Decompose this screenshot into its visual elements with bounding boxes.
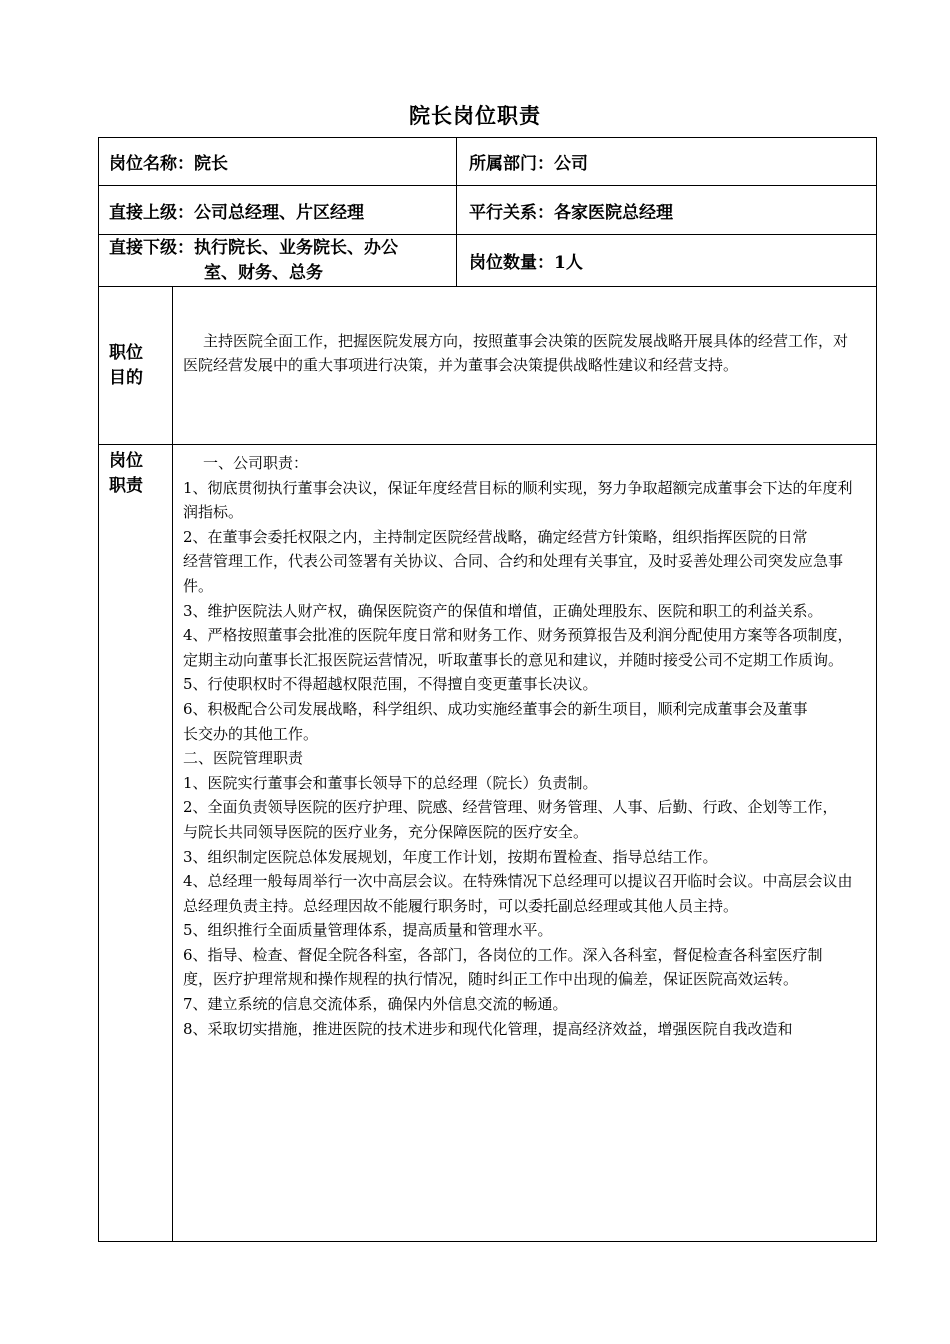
headcount-cell: 岗位数量：1人 xyxy=(457,235,877,287)
duty-line: 6、积极配合公司发展战略，科学组织、成功实施经董事会的新生项目，顺利完成董事会及董事 xyxy=(183,699,808,718)
subordinate-line1: 直接下级：执行院长、业务院长、办公 xyxy=(109,237,398,258)
purpose-text: 主持医院全面工作，把握医院发展方向，按照董事会决策的医院发展战略开展具体的经营工作，对医院经营发展中的重大事项进行决策，并为董事会决策提供战略性建议和经营支持。 xyxy=(183,332,849,374)
duty-line: 度，医疗护理常规和操作规程的执行情况，随时纠正工作中出现的偏差，保证医院高效运转。 xyxy=(183,970,799,989)
duty-line: 2、在董事会委托权限之内，主持制定医院经营战略，确定经营方针策略，组织指挥医院的日常 xyxy=(183,527,808,546)
duty-line: 与院长共同领导医院的医疗业务，充分保障医院的医疗安全。 xyxy=(183,822,589,841)
duty-line: 6、指导、检查、督促全院各科室，各部门，各岗位的工作。深入各科室，督促检查各科室医疗制 xyxy=(183,945,823,964)
duty-line: 1、彻底贯彻执行董事会决议，保证年度经营目标的顺利实现，努力争取超额完成董事会下达的年度利润指标。 xyxy=(183,478,853,522)
duty-line: 一、公司职责： xyxy=(203,454,309,472)
job-description-table xyxy=(98,137,877,1242)
row-purpose xyxy=(99,287,877,445)
duty-line: 长交办的其他工作。 xyxy=(183,724,319,743)
purpose-text-cell xyxy=(173,287,877,445)
parallel-cell: 平行关系：各家医院总经理 xyxy=(457,186,877,235)
purpose-label: 职位 目的 xyxy=(99,287,173,445)
row-position-name xyxy=(99,138,877,186)
subordinate-line2: 室、财务、总务 xyxy=(204,262,323,283)
duty-line: 5、组织推行全面质量管理体系，提高质量和管理水平。 xyxy=(183,921,553,940)
duty-line: 4、严格按照董事会批准的医院年度日常和财务工作、财务预算报告及利润分配使用方案等各项制度，定期主动向董事长汇报医院运营情况，听取董事长的意见和建议，并随时接受公司不定期工作质询。 xyxy=(183,626,853,669)
duty-line: 3、维护医院法人财产权，确保医院资产的保值和增值，正确处理股东、医院和职工的利益关系。 xyxy=(183,601,823,620)
duty-line: 5、行使职权时不得超越权限范围，不得擅自变更董事长决议。 xyxy=(183,675,598,694)
department-cell: 所属部门：公司 xyxy=(457,138,877,186)
duties-text-cell xyxy=(173,445,877,1242)
duty-line: 2、全面负责领导医院的医疗护理、院感、经营管理、财务管理、人事、后勤、行政、企划等工作， xyxy=(183,798,838,817)
duty-line: 3、组织制定医院总体发展规划，年度工作计划，按期布置检查、指导总结工作。 xyxy=(183,847,718,866)
page-title: 院长岗位职责 xyxy=(409,103,541,128)
superior-cell: 直接上级：公司总经理、片区经理 xyxy=(99,186,457,235)
row-duties xyxy=(99,445,877,1242)
subordinate-cell xyxy=(99,235,457,287)
duty-line: 4、总经理一般每周举行一次中高层会议。在特殊情况下总经理可以提议召开临时会议。中高层会议由总经理负责主持。总经理因故不能履行职务时，可以委托副总经理或其他人员主持。 xyxy=(183,872,853,915)
row-superior xyxy=(99,186,877,235)
position-name-cell: 岗位名称：院长 xyxy=(99,138,457,186)
duty-line: 8、采取切实措施，推进医院的技术进步和现代化管理，提高经济效益，增强医院自我改造和 xyxy=(183,1019,793,1038)
row-subordinate xyxy=(99,235,877,287)
duty-line: 经营管理工作，代表公司签署有关协议、合同、合约和处理有关事宜，及时妥善处理公司突发应急事件。 xyxy=(183,552,844,595)
duty-line: 1、医院实行董事会和董事长领导下的总经理（院长）负责制。 xyxy=(183,773,598,792)
duty-line: 7、建立系统的信息交流体系，确保内外信息交流的畅通。 xyxy=(183,995,568,1014)
duty-line: 二、医院管理职责 xyxy=(183,749,304,768)
duties-label: 岗位 职责 xyxy=(99,445,173,1242)
